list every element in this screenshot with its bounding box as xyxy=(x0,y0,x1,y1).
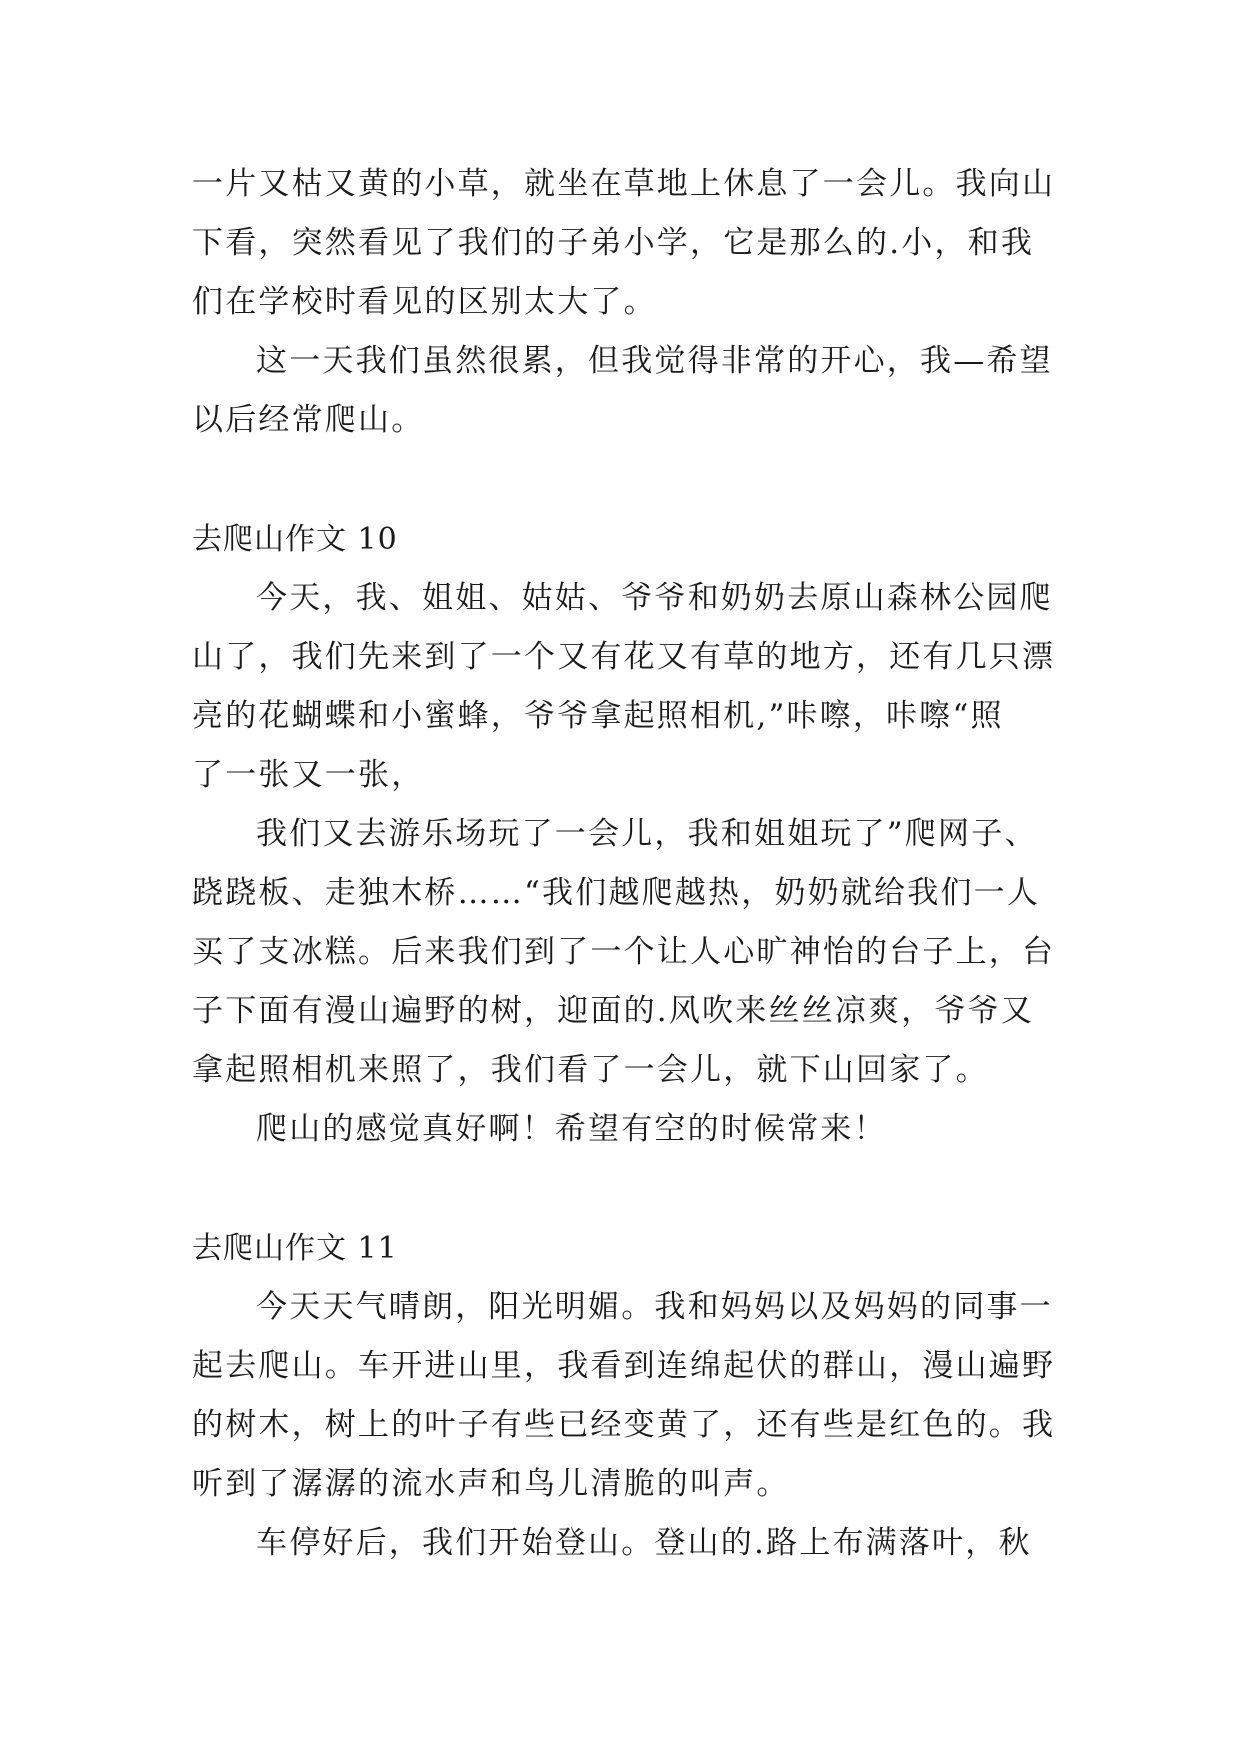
text-line: 这一天我们虽然很累，但我觉得非常的开心，我—希望 xyxy=(256,343,1053,379)
section-essay-11 xyxy=(192,1219,1062,1573)
text-line: 听到了潺潺的流水声和鸟儿清脆的叫声。 xyxy=(192,1466,790,1502)
paragraph xyxy=(192,1100,1062,1159)
section-title: 去爬山作文 10 xyxy=(192,522,398,557)
text-line: 了一张又一张， xyxy=(192,757,425,793)
paragraph xyxy=(192,805,1062,1100)
section-title: 去爬山作文 11 xyxy=(192,1231,398,1266)
section-continuation xyxy=(192,155,1062,450)
text-line: 拿起照相机来照了，我们看了一会儿，就下山回家了。 xyxy=(192,1052,989,1088)
paragraph xyxy=(192,155,1062,332)
paragraph xyxy=(192,569,1062,805)
text-line: 下看，突然看见了我们的子弟小学，它是那么的.小，和我 xyxy=(192,225,1035,261)
document-page xyxy=(192,155,1062,1573)
text-line: 车停好后，我们开始登山。登山的.路上布满落叶，秋 xyxy=(256,1525,1032,1561)
text-line: 跷跷板、走独木桥……“我们越爬越热，奶奶就给我们一人 xyxy=(192,875,1041,911)
section-essay-10 xyxy=(192,510,1062,1159)
paragraph xyxy=(192,1278,1062,1514)
text-line: 今天，我、姐姐、姑姑、爷爷和奶奶去原山森林公园爬 xyxy=(256,580,1053,616)
text-line: 起去爬山。车开进山里，我看到连绵起伏的群山，漫山遍野 xyxy=(192,1348,1056,1384)
paragraph xyxy=(192,332,1062,450)
text-line: 子下面有漫山遍野的树，迎面的.风吹来丝丝凉爽，爷爷又 xyxy=(192,993,1035,1029)
text-line: 一片又枯又黄的小草，就坐在草地上休息了一会儿。我向山 xyxy=(192,166,1056,202)
text-line: 的树木，树上的叶子有些已经变黄了，还有些是红色的。我 xyxy=(192,1407,1056,1443)
text-line: 我们又去游乐场玩了一会儿，我和姐姐玩了”爬网子、 xyxy=(256,816,1038,852)
paragraph xyxy=(192,1514,1062,1573)
section-gap xyxy=(192,450,1062,510)
text-line: 亮的花蝴蝶和小蜜蜂，爷爷拿起照相机,”咔嚓，咔嚓“照 xyxy=(192,698,1004,734)
text-line: 山了，我们先来到了一个又有花又有草的地方，还有几只漂 xyxy=(192,639,1056,675)
text-line: 以后经常爬山。 xyxy=(192,402,425,438)
section-gap xyxy=(192,1159,1062,1219)
text-line: 爬山的感觉真好啊！希望有空的时候常来！ xyxy=(256,1111,887,1147)
text-line: 买了支冰糕。后来我们到了一个让人心旷神怡的台子上，台 xyxy=(192,934,1056,970)
text-line: 们在学校时看见的区别太大了。 xyxy=(192,284,657,320)
text-line: 今天天气晴朗，阳光明媚。我和妈妈以及妈妈的同事一 xyxy=(256,1289,1053,1325)
